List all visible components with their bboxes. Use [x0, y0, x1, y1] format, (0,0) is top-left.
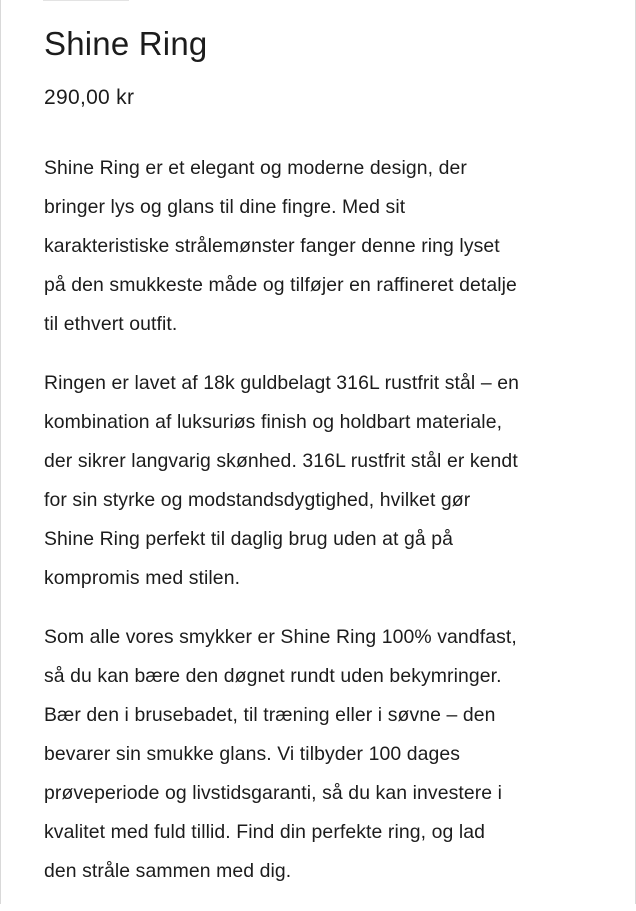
- description-paragraph-2: [44, 364, 614, 598]
- description-line: så du kan bære den døgnet rundt uden bekymringer.: [44, 665, 502, 687]
- description-line: kvalitet med fuld tillid. Find din perfekte ring, og lad: [44, 821, 486, 843]
- description-paragraph-1: [44, 149, 614, 344]
- description-line: bevarer sin smukke glans. Vi tilbyder 100 dages: [44, 743, 461, 765]
- description-line: bringer lys og glans til dine fingre. Med sit: [44, 196, 406, 218]
- description-line: kompromis med stilen.: [44, 567, 241, 589]
- description-line: Som alle vores smykker er Shine Ring 100% vandfast,: [44, 626, 517, 648]
- product-description: [44, 149, 614, 911]
- product-price: 290,00 kr: [44, 86, 135, 109]
- description-paragraph-3: [44, 618, 614, 891]
- description-line: Ringen er lavet af 18k guldbelagt 316L rustfrit stål – en: [44, 372, 519, 394]
- description-line: der sikrer langvarig skønhed. 316L rustfrit stål er kendt: [44, 450, 518, 472]
- description-line: til ethvert outfit.: [44, 313, 178, 335]
- description-line: prøveperiode og livstidsgaranti, så du kan investere i: [44, 782, 503, 804]
- description-line: Shine Ring er et elegant og moderne design, der: [44, 157, 467, 179]
- description-line: Bær den i brusebadet, til træning eller i søvne – den: [44, 704, 496, 726]
- product-title: Shine Ring: [44, 25, 208, 62]
- top-divider: [43, 0, 129, 1]
- description-line: Shine Ring perfekt til daglig brug uden at gå på: [44, 528, 454, 550]
- description-line: kombination af luksuriøs finish og holdbart materiale,: [44, 411, 503, 433]
- description-line: for sin styrke og modstandsdygtighed, hvilket gør: [44, 489, 471, 511]
- description-line: den stråle sammen med dig.: [44, 860, 292, 882]
- description-line: på den smukkeste måde og tilføjer en raffineret detalje: [44, 274, 517, 296]
- description-line: karakteristiske strålemønster fanger denne ring lyset: [44, 235, 500, 257]
